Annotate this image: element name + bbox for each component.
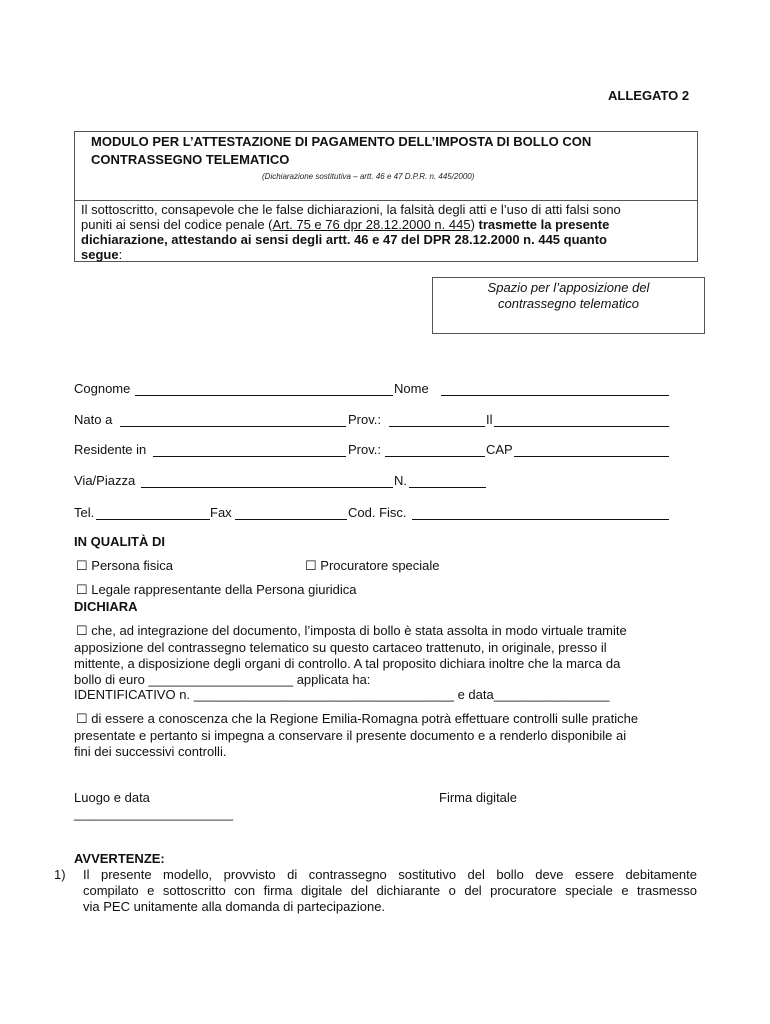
- dichiara-option1-line4: [74, 672, 370, 687]
- via-field[interactable]: [141, 487, 393, 488]
- persona-fisica-checkbox[interactable]: ☐: [76, 558, 88, 573]
- dichiara-option1-text: che, ad integrazione del documento, l’imposta di bollo è stata assolta in modo virtuale tramite: [91, 623, 627, 638]
- nome-label: Nome: [394, 381, 429, 396]
- legale-label: Legale rappresentante della Persona giuridica: [91, 582, 357, 597]
- avvertenze-line2: compilato e sottoscritto con firma digitale del dichiarante o del procuratore speciale e trasmesso: [83, 883, 697, 898]
- dichiara-option1-line5: [74, 687, 609, 702]
- dichiara-option1-line3: mittente, a disposizione degli organi di controllo. A tal proposito dichiara inoltre che la marca da: [74, 656, 621, 671]
- form-subtitle: (Dichiarazione sostitutiva – artt. 46 e 47 D.P.R. n. 445/2000): [262, 172, 475, 181]
- avvertenze-line3: via PEC unitamente alla domanda di partecipazione.: [83, 899, 386, 914]
- tel-label: Tel.: [74, 505, 95, 520]
- tel-field[interactable]: [96, 519, 210, 520]
- dichiara-heading: DICHIARA: [74, 599, 138, 614]
- persona-fisica-option[interactable]: [76, 558, 173, 574]
- declaration-line4-tail: :: [118, 247, 123, 262]
- legale-checkbox[interactable]: ☐: [76, 582, 88, 597]
- persona-fisica-label: Persona fisica: [91, 558, 173, 573]
- declaration-line3: dichiarazione, attestando ai sensi degli artt. 46 e 47 del DPR 28.12.2000 n. 445 quanto: [81, 232, 607, 247]
- luogo-data-label: Luogo e data: [74, 790, 150, 805]
- dichiara-option2-text: di essere a conoscenza che la Regione Emilia-Romagna potrà effettuare controlli sulle pratiche: [91, 711, 639, 726]
- procuratore-label: Procuratore speciale: [320, 558, 440, 573]
- stamp-space-line2: contrassegno telematico: [498, 296, 639, 311]
- via-label: Via/Piazza: [74, 473, 136, 488]
- prov-residenza-field[interactable]: [385, 456, 485, 457]
- dichiara-option2-line3: fini dei successivi controlli.: [74, 744, 227, 759]
- civico-label: N.: [394, 473, 407, 488]
- residente-field[interactable]: [153, 456, 346, 457]
- bollo-euro-field[interactable]: ____________________: [148, 672, 294, 687]
- identificativo-field[interactable]: ____________________________________: [193, 687, 454, 702]
- applicata-label: applicata ha:: [296, 672, 371, 687]
- declaration-line4-bold: segue: [81, 247, 119, 262]
- prov-residenza-label: Prov.:: [348, 442, 381, 457]
- avvertenze-heading: AVVERTENZE:: [74, 851, 165, 866]
- nome-field[interactable]: [441, 395, 669, 396]
- form-title-line1: MODULO PER L’ATTESTAZIONE DI PAGAMENTO DELL’IMPOSTA DI BOLLO CON: [91, 134, 592, 149]
- dichiara-option1-line2: apposizione del contrassegno telematico su questo cartaceo trattenuto, in originale, presso il: [74, 640, 607, 655]
- data-nascita-field[interactable]: [494, 426, 669, 427]
- fax-field[interactable]: [235, 519, 347, 520]
- stamp-space-line1: Spazio per l’apposizione del: [487, 280, 650, 295]
- annex-label: ALLEGATO 2: [608, 88, 690, 103]
- e-data-label: e data: [457, 687, 494, 702]
- declaration-line2-a: puniti ai sensi del codice penale (: [81, 217, 273, 232]
- procuratore-option[interactable]: [305, 558, 440, 574]
- dichiara-option1-checkbox[interactable]: ☐: [76, 623, 88, 638]
- cap-field[interactable]: [514, 456, 669, 457]
- luogo-data-field[interactable]: ______________________: [74, 806, 234, 821]
- identificativo-label: IDENTIFICATIVO n.: [74, 687, 191, 702]
- cap-label: CAP: [486, 442, 513, 457]
- declaration-line4: [81, 247, 122, 262]
- nato-a-field[interactable]: [120, 426, 346, 427]
- law-reference-link[interactable]: Art. 75 e 76 dpr 28.12.2000 n. 445: [272, 217, 471, 232]
- declaration-line2-b: ): [470, 217, 479, 232]
- declaration-line1: Il sottoscritto, consapevole che le false dichiarazioni, la falsità degli atti e l’uso di atti falsi sono: [81, 202, 621, 217]
- cod-fisc-field[interactable]: [412, 519, 669, 520]
- declaration-line2: [81, 217, 609, 232]
- legale-option[interactable]: [76, 582, 357, 598]
- dichiara-option2-line2: presentate e pertanto si impegna a conservare il presente documento e a renderlo disponibile ai: [74, 728, 627, 743]
- nato-a-label: Nato a: [74, 412, 113, 427]
- cod-fisc-label: Cod. Fisc.: [348, 505, 407, 520]
- in-qualita-heading: IN QUALITÀ DI: [74, 534, 165, 549]
- firma-digitale-label: Firma digitale: [439, 790, 518, 805]
- civico-field[interactable]: [409, 487, 486, 488]
- data-field[interactable]: ________________: [493, 687, 610, 702]
- dichiara-option2-line1[interactable]: [76, 711, 638, 727]
- prov-nascita-label: Prov.:: [348, 412, 381, 427]
- dichiara-option2-checkbox[interactable]: ☐: [76, 711, 88, 726]
- cognome-label: Cognome: [74, 381, 131, 396]
- procuratore-checkbox[interactable]: ☐: [305, 558, 317, 573]
- declaration-line2-bold: trasmette la presente: [478, 217, 610, 232]
- avvertenze-number: 1): [54, 867, 66, 882]
- cognome-field[interactable]: [135, 395, 393, 396]
- dichiara-option1-line1[interactable]: [76, 623, 627, 639]
- avvertenze-line1: Il presente modello, provvisto di contrassegno sostitutivo del bollo deve essere debitamente: [83, 867, 697, 882]
- bollo-euro-label: bollo di euro: [74, 672, 145, 687]
- prov-nascita-field[interactable]: [389, 426, 485, 427]
- fax-label: Fax: [210, 505, 232, 520]
- form-title-line2: CONTRASSEGNO TELEMATICO: [91, 152, 290, 167]
- residente-label: Residente in: [74, 442, 147, 457]
- il-label: Il: [486, 412, 493, 427]
